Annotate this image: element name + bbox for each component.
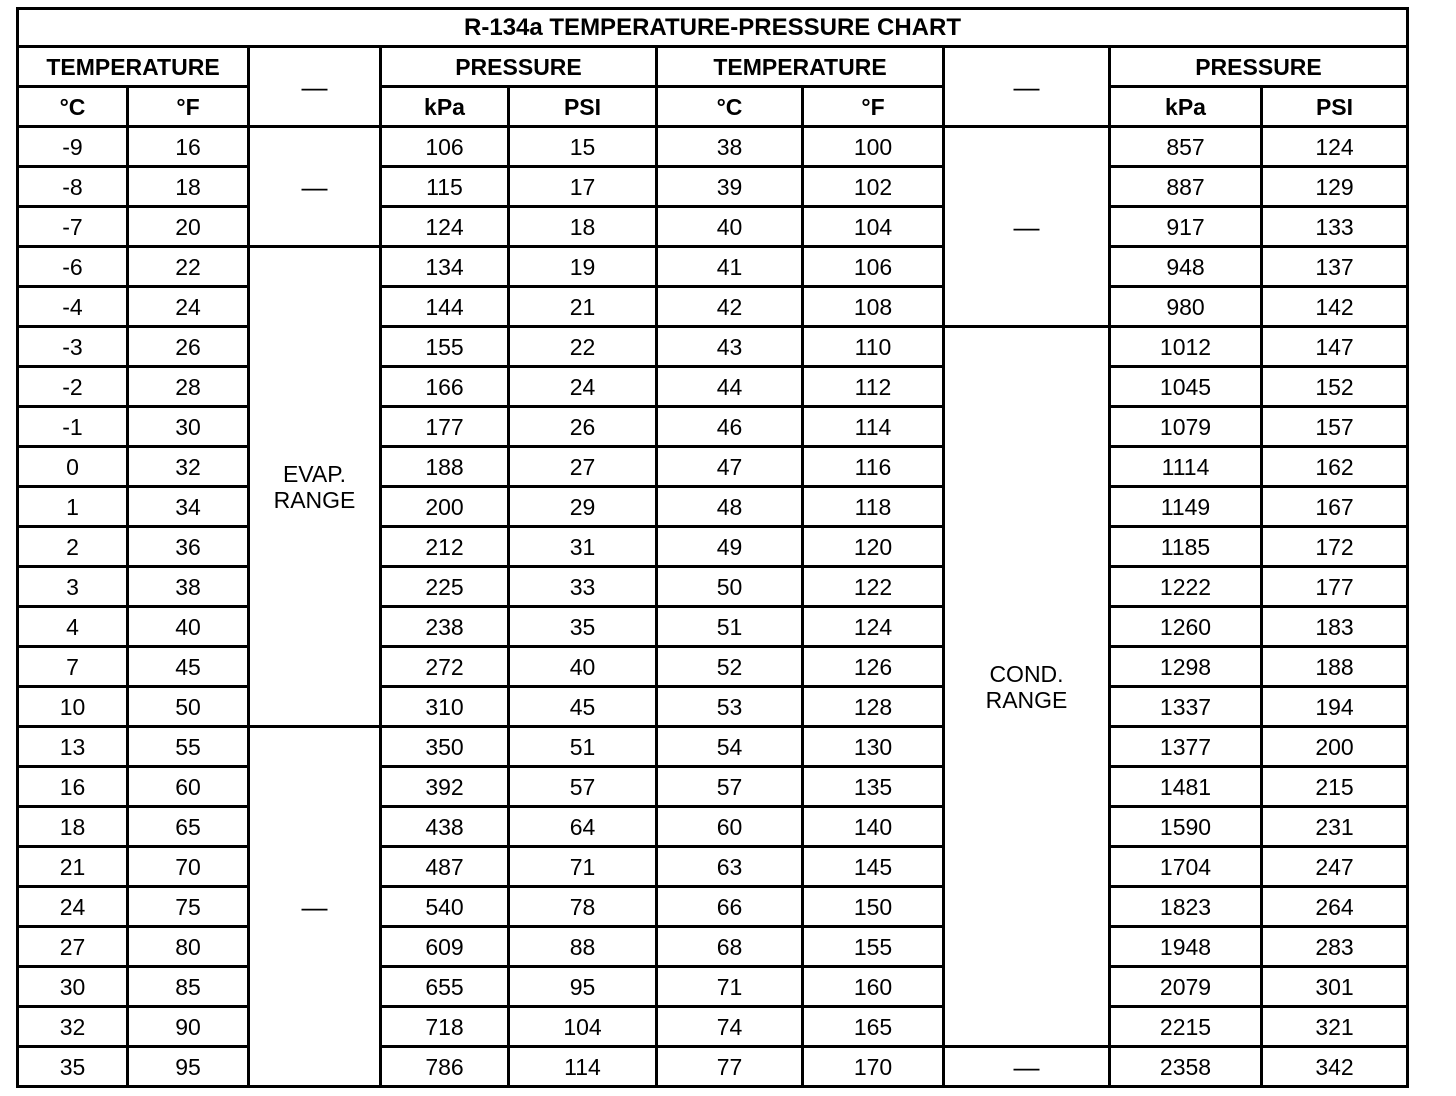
psi-cell-left: 33 [509, 567, 657, 607]
table-row [18, 327, 1408, 367]
fahrenheit-cell-right: 108 [803, 287, 944, 327]
fahrenheit-cell-left: 50 [128, 687, 249, 727]
fahrenheit-cell-right: 122 [803, 567, 944, 607]
celsius-cell-left: 2 [18, 527, 128, 567]
chart-container [16, 7, 1409, 1088]
table-row [18, 167, 1408, 207]
celsius-cell-left: 24 [18, 887, 128, 927]
fahrenheit-cell-right: 104 [803, 207, 944, 247]
fahrenheit-cell-right: 112 [803, 367, 944, 407]
celsius-cell-left: 0 [18, 447, 128, 487]
cond-bottom-dash [944, 1047, 1110, 1087]
psi-header-right: PSI [1262, 87, 1408, 127]
kpa-cell-left: 310 [381, 687, 509, 727]
celsius-cell-right: 40 [657, 207, 803, 247]
fahrenheit-cell-right: 150 [803, 887, 944, 927]
celsius-cell-left: -7 [18, 207, 128, 247]
fahrenheit-cell-left: 85 [128, 967, 249, 1007]
kpa-cell-left: 200 [381, 487, 509, 527]
psi-cell-left: 64 [509, 807, 657, 847]
table-row [18, 647, 1408, 687]
kpa-cell-right: 1377 [1110, 727, 1262, 767]
kpa-cell-left: 177 [381, 407, 509, 447]
celsius-cell-left: 13 [18, 727, 128, 767]
psi-cell-left: 35 [509, 607, 657, 647]
kpa-cell-right: 1222 [1110, 567, 1262, 607]
kpa-cell-right: 1948 [1110, 927, 1262, 967]
kpa-cell-right: 1823 [1110, 887, 1262, 927]
kpa-cell-right: 1704 [1110, 847, 1262, 887]
psi-cell-left: 17 [509, 167, 657, 207]
fahrenheit-cell-left: 34 [128, 487, 249, 527]
psi-header-left: PSI [509, 87, 657, 127]
fahrenheit-cell-left: 22 [128, 247, 249, 287]
kpa-cell-left: 609 [381, 927, 509, 967]
psi-cell-left: 18 [509, 207, 657, 247]
psi-cell-right: 215 [1262, 767, 1408, 807]
celsius-cell-right: 42 [657, 287, 803, 327]
table-body [18, 127, 1408, 1087]
fahrenheit-cell-right: 116 [803, 447, 944, 487]
psi-cell-right: 129 [1262, 167, 1408, 207]
cond-top-dash-line-1: — [1013, 211, 1040, 242]
psi-cell-right: 247 [1262, 847, 1408, 887]
psi-cell-left: 15 [509, 127, 657, 167]
temperature-pressure-table [16, 7, 1409, 1088]
table-row [18, 287, 1408, 327]
psi-cell-left: 24 [509, 367, 657, 407]
fahrenheit-cell-left: 38 [128, 567, 249, 607]
kpa-cell-left: 115 [381, 167, 509, 207]
celsius-cell-left: 10 [18, 687, 128, 727]
table-row [18, 447, 1408, 487]
fahrenheit-cell-left: 60 [128, 767, 249, 807]
psi-cell-right: 157 [1262, 407, 1408, 447]
celsius-cell-left: -9 [18, 127, 128, 167]
fahrenheit-cell-left: 70 [128, 847, 249, 887]
celsius-cell-right: 63 [657, 847, 803, 887]
psi-cell-left: 21 [509, 287, 657, 327]
fahrenheit-cell-left: 65 [128, 807, 249, 847]
fahrenheit-cell-right: 140 [803, 807, 944, 847]
celsius-cell-left: 32 [18, 1007, 128, 1047]
evap-range-label-line-1: EVAP. [282, 460, 347, 487]
psi-cell-left: 78 [509, 887, 657, 927]
kpa-cell-left: 212 [381, 527, 509, 567]
dash-header-left: — [249, 47, 381, 127]
psi-cell-right: 152 [1262, 367, 1408, 407]
fahrenheit-cell-left: 80 [128, 927, 249, 967]
kpa-cell-left: 786 [381, 1047, 509, 1087]
celsius-cell-left: -3 [18, 327, 128, 367]
table-row [18, 407, 1408, 447]
celsius-cell-left: 4 [18, 607, 128, 647]
celsius-cell-left: 27 [18, 927, 128, 967]
evap-top-dash-line-1: — [301, 171, 328, 202]
psi-cell-left: 40 [509, 647, 657, 687]
celsius-cell-left: -2 [18, 367, 128, 407]
kpa-cell-left: 540 [381, 887, 509, 927]
kpa-cell-left: 438 [381, 807, 509, 847]
celsius-cell-left: -8 [18, 167, 128, 207]
psi-cell-left: 71 [509, 847, 657, 887]
fahrenheit-cell-left: 28 [128, 367, 249, 407]
psi-cell-left: 104 [509, 1007, 657, 1047]
celsius-cell-right: 53 [657, 687, 803, 727]
pressure-header-left: PRESSURE [381, 47, 657, 87]
psi-cell-left: 95 [509, 967, 657, 1007]
celsius-header-right: °C [657, 87, 803, 127]
kpa-cell-left: 166 [381, 367, 509, 407]
fahrenheit-cell-right: 145 [803, 847, 944, 887]
pressure-header-right: PRESSURE [1110, 47, 1408, 87]
psi-cell-left: 57 [509, 767, 657, 807]
fahrenheit-cell-left: 20 [128, 207, 249, 247]
kpa-cell-left: 272 [381, 647, 509, 687]
fahrenheit-cell-left: 18 [128, 167, 249, 207]
kpa-cell-left: 655 [381, 967, 509, 1007]
kpa-cell-right: 857 [1110, 127, 1262, 167]
fahrenheit-cell-right: 100 [803, 127, 944, 167]
kpa-cell-right: 2358 [1110, 1047, 1262, 1087]
table-row [18, 607, 1408, 647]
celsius-cell-right: 39 [657, 167, 803, 207]
celsius-cell-right: 46 [657, 407, 803, 447]
kpa-header-right: kPa [1110, 87, 1262, 127]
fahrenheit-cell-right: 110 [803, 327, 944, 367]
celsius-cell-right: 52 [657, 647, 803, 687]
kpa-cell-left: 718 [381, 1007, 509, 1047]
fahrenheit-cell-right: 106 [803, 247, 944, 287]
table-row [18, 247, 1408, 287]
celsius-cell-right: 54 [657, 727, 803, 767]
table-row [18, 367, 1408, 407]
table-row [18, 847, 1408, 887]
psi-cell-right: 283 [1262, 927, 1408, 967]
celsius-cell-left: -1 [18, 407, 128, 447]
psi-cell-right: 301 [1262, 967, 1408, 1007]
table-row [18, 887, 1408, 927]
psi-cell-right: 147 [1262, 327, 1408, 367]
kpa-cell-left: 144 [381, 287, 509, 327]
psi-cell-right: 188 [1262, 647, 1408, 687]
fahrenheit-cell-right: 124 [803, 607, 944, 647]
cond-range-label-line-1: COND. [989, 660, 1064, 687]
kpa-cell-left: 124 [381, 207, 509, 247]
psi-cell-right: 167 [1262, 487, 1408, 527]
kpa-cell-left: 188 [381, 447, 509, 487]
celsius-header-left: °C [18, 87, 128, 127]
psi-cell-left: 27 [509, 447, 657, 487]
temperature-header-left: TEMPERATURE [18, 47, 249, 87]
evap-range-label-line-2: RANGE [273, 486, 356, 513]
fahrenheit-cell-left: 95 [128, 1047, 249, 1087]
table-row [18, 727, 1408, 767]
kpa-cell-right: 980 [1110, 287, 1262, 327]
psi-cell-left: 19 [509, 247, 657, 287]
celsius-cell-left: -4 [18, 287, 128, 327]
kpa-cell-right: 917 [1110, 207, 1262, 247]
fahrenheit-cell-left: 75 [128, 887, 249, 927]
cond-bottom-dash-line-1: — [1013, 1051, 1040, 1082]
cond-range-label-line-2: RANGE [985, 686, 1068, 713]
fahrenheit-cell-right: 170 [803, 1047, 944, 1087]
kpa-cell-right: 1481 [1110, 767, 1262, 807]
temperature-header-right: TEMPERATURE [657, 47, 944, 87]
celsius-cell-right: 77 [657, 1047, 803, 1087]
fahrenheit-cell-right: 114 [803, 407, 944, 447]
psi-cell-left: 45 [509, 687, 657, 727]
fahrenheit-cell-left: 26 [128, 327, 249, 367]
kpa-cell-right: 2215 [1110, 1007, 1262, 1047]
psi-cell-right: 137 [1262, 247, 1408, 287]
table-row [18, 807, 1408, 847]
psi-cell-right: 162 [1262, 447, 1408, 487]
cond-range-label [944, 327, 1110, 1047]
psi-cell-right: 172 [1262, 527, 1408, 567]
psi-cell-right: 133 [1262, 207, 1408, 247]
psi-cell-right: 200 [1262, 727, 1408, 767]
celsius-cell-right: 41 [657, 247, 803, 287]
psi-cell-left: 31 [509, 527, 657, 567]
fahrenheit-cell-left: 32 [128, 447, 249, 487]
fahrenheit-cell-left: 16 [128, 127, 249, 167]
celsius-cell-right: 44 [657, 367, 803, 407]
fahrenheit-cell-left: 36 [128, 527, 249, 567]
kpa-cell-right: 1590 [1110, 807, 1262, 847]
kpa-cell-right: 1337 [1110, 687, 1262, 727]
celsius-cell-right: 43 [657, 327, 803, 367]
celsius-cell-left: 7 [18, 647, 128, 687]
psi-cell-right: 321 [1262, 1007, 1408, 1047]
kpa-cell-right: 1114 [1110, 447, 1262, 487]
table-row [18, 567, 1408, 607]
psi-cell-left: 51 [509, 727, 657, 767]
psi-cell-left: 26 [509, 407, 657, 447]
evap-top-dash [249, 127, 381, 247]
table-row [18, 527, 1408, 567]
kpa-cell-left: 487 [381, 847, 509, 887]
fahrenheit-cell-left: 45 [128, 647, 249, 687]
psi-cell-right: 183 [1262, 607, 1408, 647]
psi-cell-left: 22 [509, 327, 657, 367]
psi-cell-left: 114 [509, 1047, 657, 1087]
fahrenheit-cell-right: 160 [803, 967, 944, 1007]
fahrenheit-cell-right: 155 [803, 927, 944, 967]
kpa-cell-right: 887 [1110, 167, 1262, 207]
fahrenheit-cell-right: 135 [803, 767, 944, 807]
celsius-cell-right: 47 [657, 447, 803, 487]
fahrenheit-cell-right: 130 [803, 727, 944, 767]
fahrenheit-cell-right: 102 [803, 167, 944, 207]
fahrenheit-header-left: °F [128, 87, 249, 127]
celsius-cell-right: 51 [657, 607, 803, 647]
dash-header-right: — [944, 47, 1110, 127]
kpa-cell-right: 948 [1110, 247, 1262, 287]
evap-bottom-dash [249, 727, 381, 1087]
psi-cell-left: 29 [509, 487, 657, 527]
kpa-cell-right: 1012 [1110, 327, 1262, 367]
kpa-cell-right: 1045 [1110, 367, 1262, 407]
celsius-cell-right: 60 [657, 807, 803, 847]
celsius-cell-left: 30 [18, 967, 128, 1007]
table-row [18, 967, 1408, 1007]
psi-cell-right: 264 [1262, 887, 1408, 927]
table-row [18, 207, 1408, 247]
celsius-cell-right: 48 [657, 487, 803, 527]
celsius-cell-left: 18 [18, 807, 128, 847]
table-row [18, 687, 1408, 727]
fahrenheit-cell-right: 120 [803, 527, 944, 567]
celsius-cell-right: 68 [657, 927, 803, 967]
kpa-cell-right: 1185 [1110, 527, 1262, 567]
celsius-cell-left: 21 [18, 847, 128, 887]
kpa-cell-left: 134 [381, 247, 509, 287]
celsius-cell-right: 50 [657, 567, 803, 607]
kpa-cell-right: 1298 [1110, 647, 1262, 687]
celsius-cell-right: 74 [657, 1007, 803, 1047]
fahrenheit-cell-left: 30 [128, 407, 249, 447]
kpa-cell-right: 2079 [1110, 967, 1262, 1007]
celsius-cell-right: 71 [657, 967, 803, 1007]
cond-top-dash [944, 127, 1110, 327]
celsius-cell-left: 16 [18, 767, 128, 807]
kpa-header-left: kPa [381, 87, 509, 127]
fahrenheit-header-right: °F [803, 87, 944, 127]
kpa-cell-right: 1079 [1110, 407, 1262, 447]
psi-cell-right: 342 [1262, 1047, 1408, 1087]
psi-cell-right: 231 [1262, 807, 1408, 847]
table-row [18, 127, 1408, 167]
kpa-cell-left: 238 [381, 607, 509, 647]
celsius-cell-right: 49 [657, 527, 803, 567]
psi-cell-right: 194 [1262, 687, 1408, 727]
fahrenheit-cell-right: 128 [803, 687, 944, 727]
fahrenheit-cell-right: 118 [803, 487, 944, 527]
celsius-cell-right: 57 [657, 767, 803, 807]
fahrenheit-cell-right: 126 [803, 647, 944, 687]
fahrenheit-cell-left: 90 [128, 1007, 249, 1047]
celsius-cell-right: 38 [657, 127, 803, 167]
table-row [18, 487, 1408, 527]
table-row [18, 927, 1408, 967]
kpa-cell-left: 106 [381, 127, 509, 167]
table-row [18, 767, 1408, 807]
evap-range-label [249, 247, 381, 727]
table-row [18, 1007, 1408, 1047]
fahrenheit-cell-left: 40 [128, 607, 249, 647]
chart-title: R-134a TEMPERATURE-PRESSURE CHART [18, 9, 1408, 47]
kpa-cell-left: 350 [381, 727, 509, 767]
psi-cell-right: 177 [1262, 567, 1408, 607]
celsius-cell-left: 35 [18, 1047, 128, 1087]
table-row [18, 1047, 1408, 1087]
kpa-cell-left: 155 [381, 327, 509, 367]
kpa-cell-right: 1260 [1110, 607, 1262, 647]
psi-cell-right: 124 [1262, 127, 1408, 167]
fahrenheit-cell-right: 165 [803, 1007, 944, 1047]
fahrenheit-cell-left: 24 [128, 287, 249, 327]
celsius-cell-left: 1 [18, 487, 128, 527]
kpa-cell-right: 1149 [1110, 487, 1262, 527]
celsius-cell-right: 66 [657, 887, 803, 927]
celsius-cell-left: -6 [18, 247, 128, 287]
evap-bottom-dash-line-1: — [301, 891, 328, 922]
kpa-cell-left: 392 [381, 767, 509, 807]
psi-cell-right: 142 [1262, 287, 1408, 327]
fahrenheit-cell-left: 55 [128, 727, 249, 767]
celsius-cell-left: 3 [18, 567, 128, 607]
kpa-cell-left: 225 [381, 567, 509, 607]
psi-cell-left: 88 [509, 927, 657, 967]
